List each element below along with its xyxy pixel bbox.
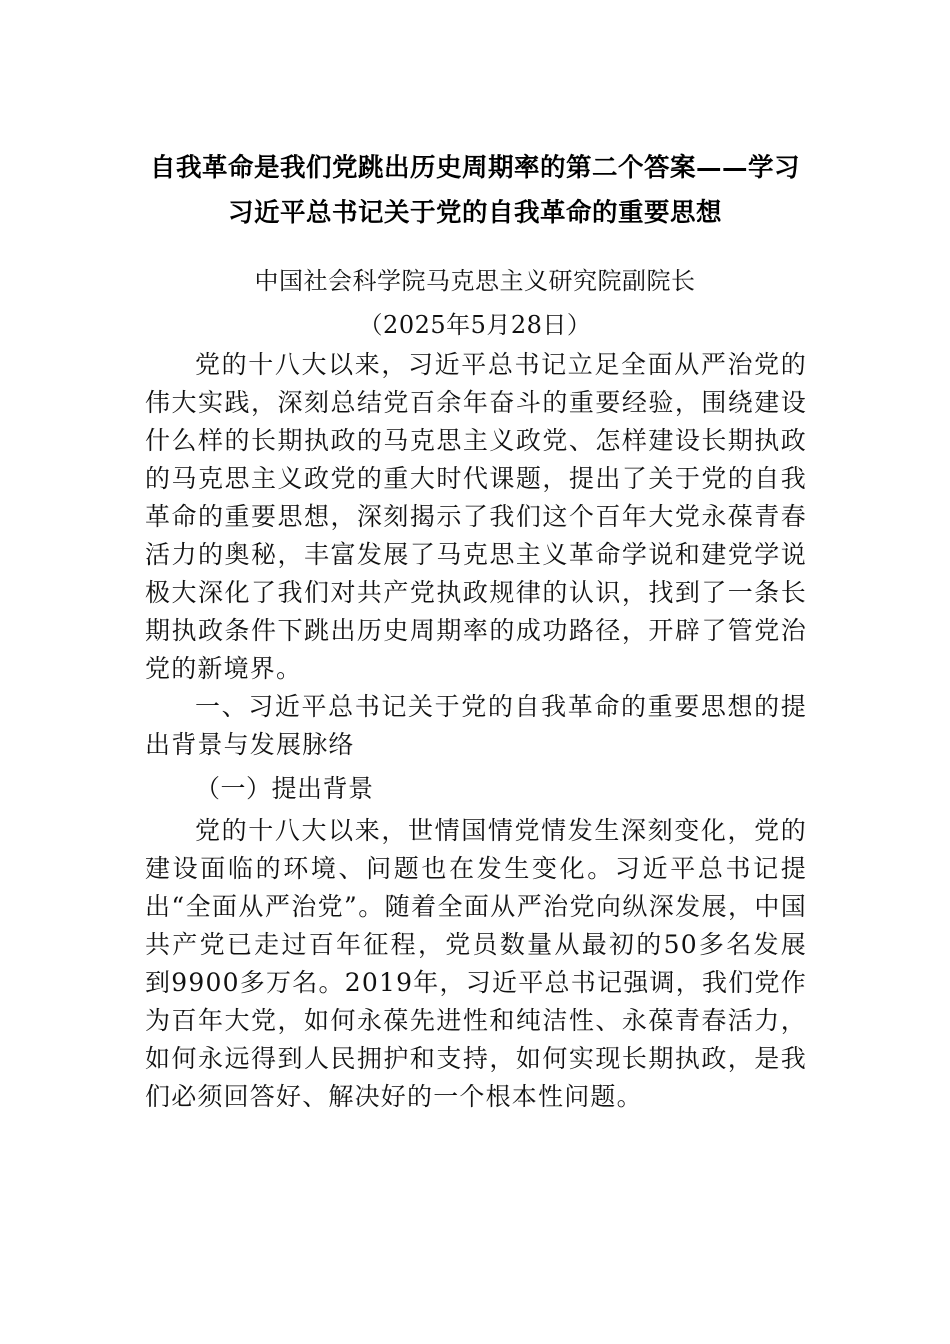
document-title-line-1: 自我革命是我们党跳出历史周期率的第二个答案——学习	[149, 153, 800, 183]
author-affiliation: 中国社会科学院马克思主义研究院副院长	[254, 267, 696, 295]
subsection-heading-1: （一）提出背景	[195, 774, 374, 803]
publish-date: （2025年5月28日）	[358, 311, 592, 339]
paragraph-background: 党的十八大以来，世情国情党情发生深刻变化，党的建设面临的环境、问题也在发生变化。习近平总书记提出“全面从严治党”。随着全面从严治党向纵深发展，中国共产党已走过百年征程，党员数量从最初的50多名发展到9900多万名。2019年，习近平总书记强调，我们党作为百年大党，如何永葆先进性和纯洁性、永葆青春活力，如何永远得到人民拥护和支持，如何实现长期执政，是我们必须回答好、解决好的一个根本性问题。	[145, 816, 807, 1111]
document-body	[145, 346, 807, 1116]
paragraph-intro: 党的十八大以来，习近平总书记立足全面从严治党的伟大实践，深刻总结党百余年奋斗的重要经验，围绕建设什么样的长期执政的马克思主义政党、怎样建设长期执政的马克思主义政党的重大时代课题，提出了关于党的自我革命的重要思想，深刻揭示了我们这个百年大党永葆青春活力的奥秘，丰富发展了马克思主义革命学说和建党学说极大深化了我们对共产党执政规律的认识，找到了一条长期执政条件下跳出历史周期率的成功路径，开辟了管党治党的新境界。	[145, 350, 807, 683]
document-title-line-2: 习近平总书记关于党的自我革命的重要思想	[227, 198, 722, 228]
section-heading-1: 一、习近平总书记关于党的自我革命的重要思想的提出背景与发展脉络	[145, 692, 807, 759]
